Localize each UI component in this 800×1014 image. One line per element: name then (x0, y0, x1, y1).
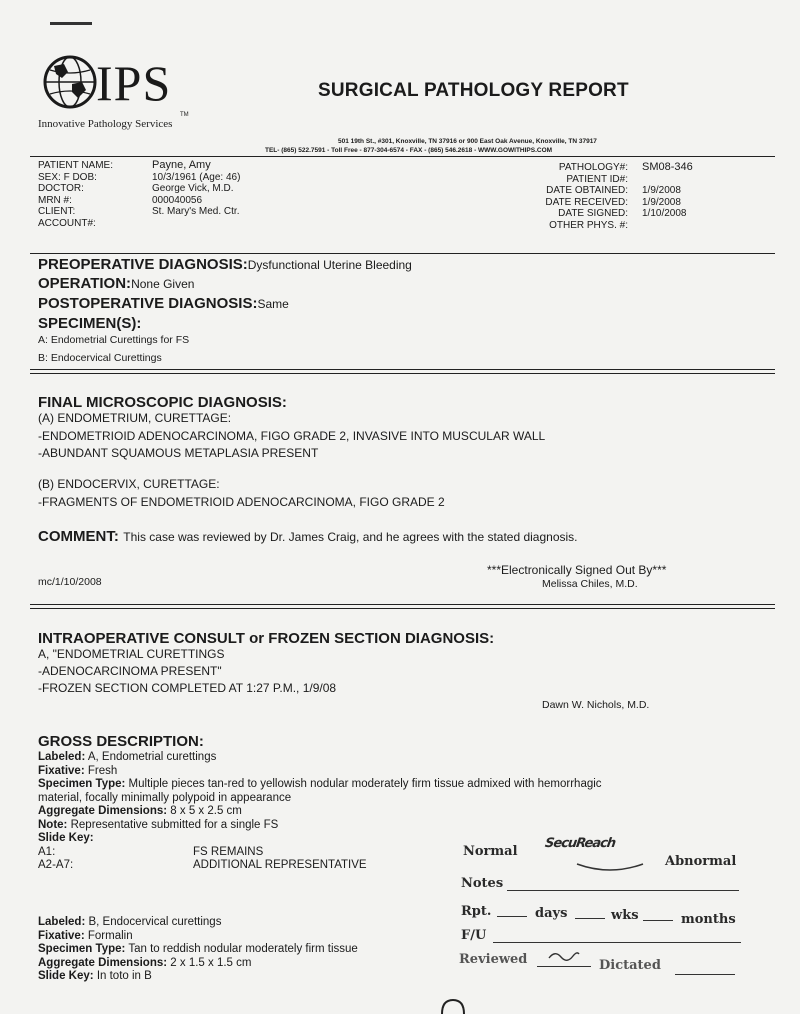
date-received: 1/9/2008 (642, 196, 681, 208)
patient-id-value (642, 174, 693, 186)
a-note-label: Note: (38, 818, 68, 831)
a-val2: ADDITIONAL REPRESENTATIVE (193, 859, 367, 871)
patient-id-label: PATIENT ID#: (566, 173, 628, 185)
mrn-value: 000040056 (152, 194, 203, 206)
gross-title: GROSS DESCRIPTION: (38, 733, 204, 750)
a-key1: A1: (38, 845, 56, 858)
lab-contact: TEL- (865) 522.7591 - Toll Free - 877-304-6574 - FAX - (865) 546.2618 - WWW.GOWITHIPS.COM (265, 147, 553, 154)
pathology-number: SM08-346 (642, 161, 693, 173)
case-labels (490, 162, 628, 231)
patient-values (152, 160, 240, 218)
client-value: St. Mary's Med. Ctr. (152, 206, 240, 217)
fu-line (493, 942, 741, 943)
patient-name: Payne, Amy (152, 159, 211, 171)
rpt-days-line (497, 916, 527, 917)
comment (38, 528, 578, 546)
b-agg: 2 x 1.5 x 1.5 cm (170, 956, 252, 969)
stamp-days: days (535, 906, 568, 921)
dictated-line (675, 974, 735, 975)
final-b1: (B) ENDOCERVIX, CURETTAGE: (38, 477, 220, 491)
postop-value: Same (257, 297, 289, 311)
final-a1: (A) ENDOMETRIUM, CURETTAGE: (38, 411, 232, 425)
a-labeled-label: Labeled: (38, 751, 86, 763)
comment-label: COMMENT: (38, 528, 119, 545)
mrn-label: MRN #: (38, 194, 72, 206)
case-values (642, 162, 693, 220)
a-val1: FS REMAINS (193, 845, 264, 858)
postop-diagnosis (38, 295, 289, 312)
a-fixative-label: Fixative: (38, 764, 85, 777)
b-labeled-label: Labeled: (38, 916, 86, 928)
operation-label: OPERATION: (38, 275, 132, 292)
stamp-brand: SecuReach (543, 836, 617, 851)
stamp-normal: Normal (463, 844, 518, 859)
stamp-notes: Notes (461, 876, 504, 891)
a-spec2: material, focally minimally polypoid in appearance (38, 791, 292, 804)
operation (38, 275, 194, 292)
stamp-dictated: Dictated (599, 958, 661, 973)
b-agg-label: Aggregate Dimensions: (38, 956, 168, 969)
frozen-l3: -FROZEN SECTION COMPLETED AT 1:27 P.M., 1/9/08 (38, 681, 337, 695)
logo-tm: TM (180, 112, 189, 118)
a-key2: A2-A7: (38, 859, 74, 871)
logo-text: IPS (96, 55, 172, 111)
a-spec-label: Specimen Type: (38, 778, 126, 790)
rpt-wks-line (575, 918, 605, 919)
stamp-rpt: Rpt. (461, 904, 492, 919)
logo-subtitle: Innovative Pathology Services (38, 118, 173, 130)
lab-address: 501 19th St., #301, Knoxville, TN 37916 or 900 East Oak Avenue, Knoxville, TN 37917 (338, 138, 597, 145)
a-fixative: Fresh (87, 764, 118, 777)
scan-artifact-icon (438, 996, 468, 1014)
client-label: CLIENT: (38, 206, 76, 217)
secureach-stamp (455, 832, 755, 982)
frozen-l1: A, "ENDOMETRIAL CURETTINGS (38, 647, 225, 661)
reviewed-line (537, 966, 591, 967)
b-fixative: Formalin (87, 929, 133, 942)
specimens-label: SPECIMEN(S): (38, 315, 142, 332)
b-labeled: B, Endocervical curettings (88, 916, 222, 928)
signer-name: Melissa Chiles, M.D. (542, 578, 638, 590)
a-agg: 8 x 5 x 2.5 cm (170, 805, 242, 817)
top-mark (50, 22, 92, 25)
final-rule (30, 604, 775, 609)
report-title: SURGICAL PATHOLOGY REPORT (318, 80, 629, 101)
stamp-reviewed: Reviewed (459, 952, 528, 967)
specimen-a: A: Endometrial Curettings for FS (38, 334, 190, 346)
date-received-label: DATE RECEIVED: (545, 196, 628, 208)
preop-diagnosis (38, 256, 412, 273)
signed-out-by: ***Electronically Signed Out By*** (487, 563, 667, 577)
patient-name-label: PATIENT NAME: (38, 160, 114, 171)
gross-b (38, 916, 358, 984)
stamp-fu: F/U (461, 928, 487, 943)
rpt-months-line (643, 920, 673, 921)
stamp-swoosh-icon (575, 862, 645, 874)
reviewed-mark-icon (547, 948, 581, 964)
notes-line (507, 890, 739, 891)
frozen-l2: -ADENOCARCINOMA PRESENT" (38, 664, 222, 678)
info-rule (30, 253, 775, 254)
date-signed: 1/10/2008 (642, 208, 687, 219)
final-diagnosis-title: FINAL MICROSCOPIC DIAGNOSIS: (38, 394, 287, 411)
a-spec1: Multiple pieces tan-red to yellowish nodular moderately firm tissue admixed with hemorrhagic (128, 778, 602, 790)
patient-labels (38, 160, 113, 229)
a-slide-label: Slide Key: (38, 832, 94, 844)
patient-dob: 10/3/1961 (Age: 46) (152, 171, 241, 183)
other-phys-label: OTHER PHYS. #: (549, 219, 628, 231)
final-a3: -ABUNDANT SQUAMOUS METAPLASIA PRESENT (38, 446, 319, 460)
final-b2: -FRAGMENTS OF ENDOMETRIOID ADENOCARCINOMA, FIGO GRADE 2 (38, 495, 445, 509)
a-note: Representative submitted for a single FS (70, 818, 279, 831)
date-signed-label: DATE SIGNED: (558, 208, 628, 219)
a-agg-label: Aggregate Dimensions: (38, 805, 168, 817)
initials-date: mc/1/10/2008 (38, 576, 102, 588)
preop-label: PREOPERATIVE DIAGNOSIS: (38, 256, 248, 273)
header-rule (30, 156, 775, 157)
frozen-title: INTRAOPERATIVE CONSULT or FROZEN SECTION DIAGNOSIS: (38, 630, 495, 647)
specimen-rule (30, 369, 775, 374)
specimen-b: B: Endocervical Curettings (38, 352, 162, 364)
comment-text: This case was reviewed by Dr. James Craig, and he agrees with the stated diagnosis. (123, 530, 578, 544)
postop-label: POSTOPERATIVE DIAGNOSIS: (38, 295, 258, 312)
stamp-abnormal: Abnormal (665, 854, 737, 869)
a-labeled: A, Endometrial curettings (87, 751, 217, 763)
sex-dob-label: SEX: F DOB: (38, 171, 97, 183)
date-obtained: 1/9/2008 (642, 185, 681, 196)
ips-logo (38, 50, 198, 138)
b-slide: In toto in B (96, 970, 152, 982)
account-label: ACCOUNT#: (38, 217, 96, 229)
stamp-wks: wks (611, 908, 639, 923)
final-a2: -ENDOMETRIOID ADENOCARCINOMA, FIGO GRADE 2, INVASIVE INTO MUSCULAR WALL (38, 429, 546, 443)
doctor-label: DOCTOR: (38, 183, 84, 194)
preop-value: Dysfunctional Uterine Bleeding (247, 258, 412, 272)
globe-icon (42, 54, 98, 110)
b-spec: Tan to reddish nodular moderately firm tissue (128, 943, 358, 955)
b-spec-label: Specimen Type: (38, 943, 126, 955)
pathology-label: PATHOLOGY#: (558, 162, 628, 173)
stamp-months: months (681, 912, 736, 927)
operation-value: None Given (131, 277, 195, 291)
b-fixative-label: Fixative: (38, 929, 85, 942)
date-obtained-label: DATE OBTAINED: (546, 185, 628, 196)
frozen-signer: Dawn W. Nichols, M.D. (542, 699, 650, 711)
doctor-name: George Vick, M.D. (152, 183, 234, 194)
b-slide-label: Slide Key: (38, 970, 94, 982)
